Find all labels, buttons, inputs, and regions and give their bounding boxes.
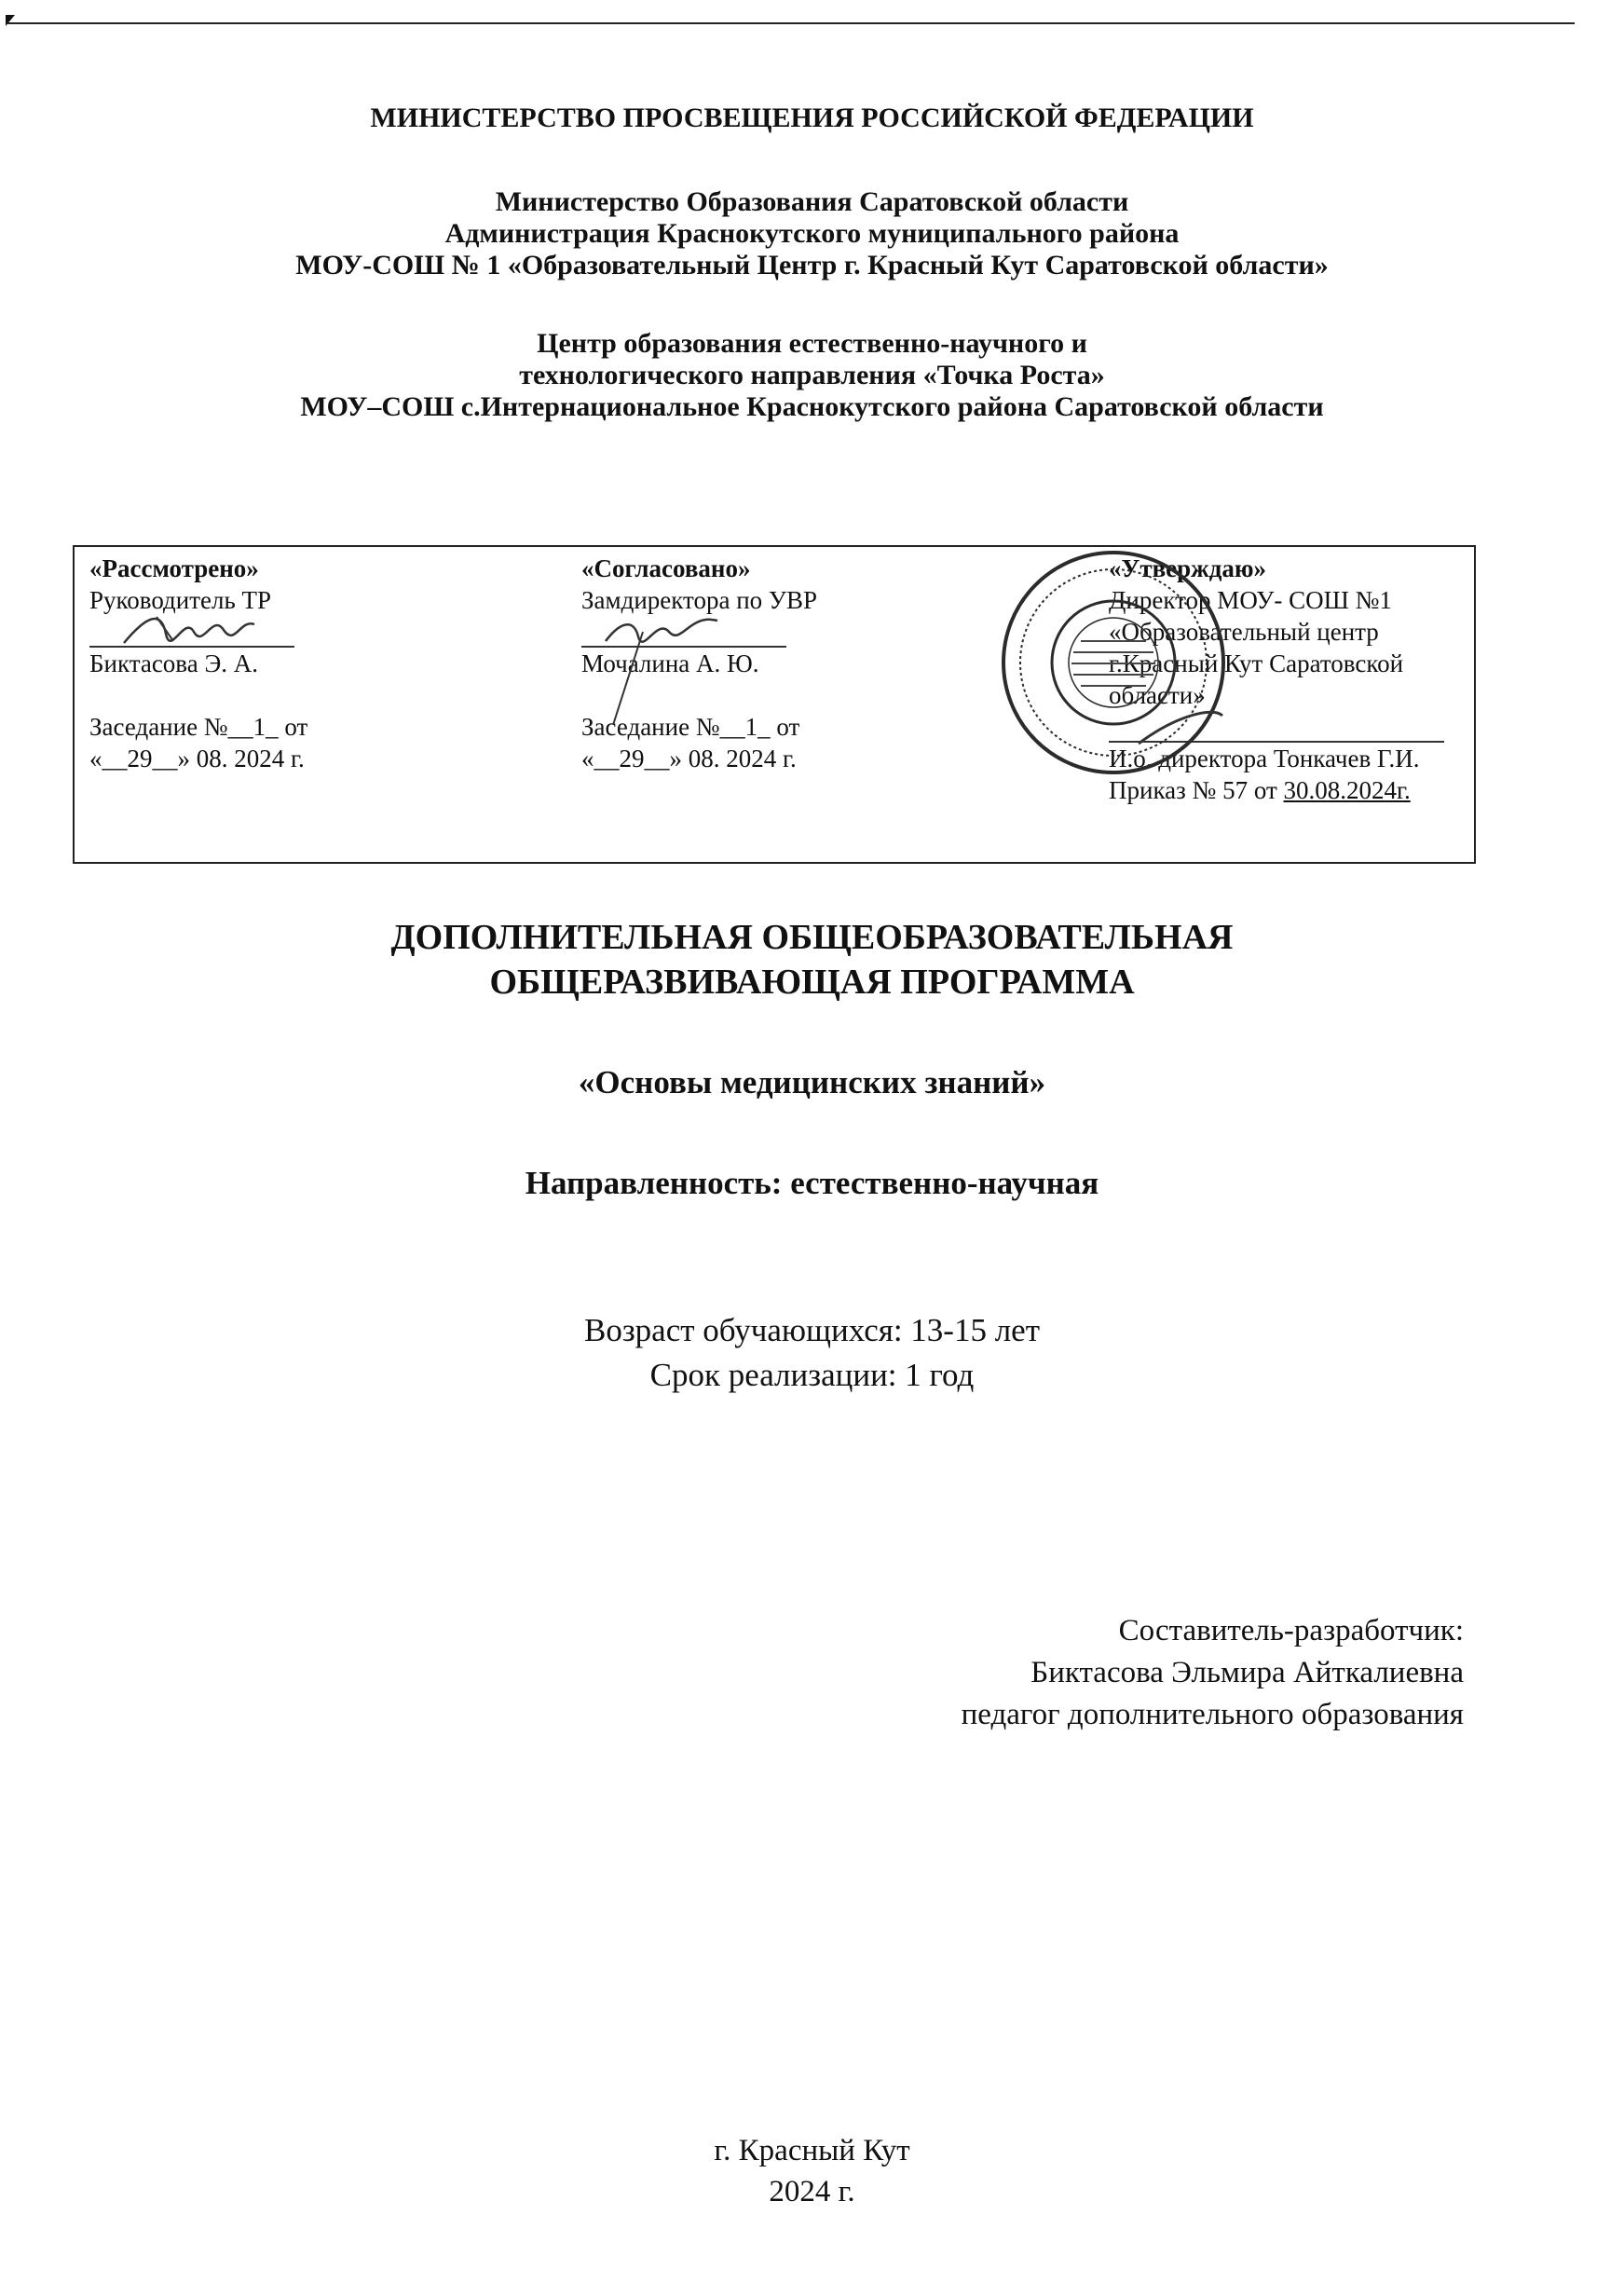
author-label: Составитель-разработчик: <box>1118 1614 1464 1647</box>
student-age: Возраст обучающихся: 13-15 лет <box>583 1312 1041 1348</box>
author-block <box>962 1610 1464 1736</box>
regional-line: Министерство Образования Саратовской области <box>495 186 1129 217</box>
regional-line: Администрация Краснокутского муниципального района <box>444 218 1180 249</box>
duration: Срок реализации: 1 год <box>649 1357 975 1393</box>
footer <box>0 2130 1624 2212</box>
reviewed-name: Биктасова Э. А. <box>89 649 259 677</box>
reviewed-position: Руководитель ТР <box>89 586 272 614</box>
agreed-position: Замдиректора по УВР <box>581 586 818 614</box>
approved-line3: г.Красный Кут Саратовской области» <box>1109 649 1404 709</box>
approved-line2: «Образовательный центр <box>1109 618 1379 646</box>
reviewed-meeting: Заседание №__1_ от <box>89 713 308 741</box>
education-center <box>0 328 1624 423</box>
program-title-line2: ОБЩЕРАЗВИВАЮЩАЯ ПРОГРАММА <box>489 963 1135 1002</box>
program-focus: Направленность: естественно-научная <box>525 1165 1099 1201</box>
center-line: Центр образования естественно-научного и <box>537 328 1087 359</box>
approval-box <box>73 545 1476 864</box>
approved-line1: Директор МОУ- СОШ №1 <box>1109 586 1392 614</box>
approved-signer: И.о. директора Тонкачев Г.И. <box>1109 745 1420 772</box>
agreed-signature-scribble <box>596 604 736 734</box>
agreed-date: «__29__» 08. 2024 г. <box>581 745 797 772</box>
regional-authorities <box>0 186 1624 281</box>
approved-order-date: 30.08.2024г. <box>1283 776 1411 804</box>
author-name: Биктасова Эльмира Айткалиевна <box>1030 1656 1464 1689</box>
agreed-name: Мочалина А. Ю. <box>581 649 759 677</box>
top-rule <box>7 22 1575 24</box>
scan-corner-mark <box>6 15 15 26</box>
ministry-heading: МИНИСТЕРСТВО ПРОСВЕЩЕНИЯ РОССИЙСКОЙ ФЕДЕРАЦИИ <box>370 103 1254 133</box>
program-name: «Основы медицинских знаний» <box>578 1064 1046 1100</box>
reviewed-signature-scribble <box>119 606 259 649</box>
reviewed-date: «__29__» 08. 2024 г. <box>89 745 305 772</box>
footer-city: г. Красный Кут <box>714 2134 910 2167</box>
round-seal-icon <box>999 548 1228 777</box>
reviewed-column <box>89 553 444 774</box>
agreed-title: «Согласовано» <box>581 554 751 582</box>
center-line: МОУ–СОШ с.Интернациональное Краснокутского района Саратовской области <box>300 391 1324 422</box>
program-title <box>0 915 1624 1005</box>
approved-order <box>1109 774 1481 806</box>
footer-year: 2024 г. <box>769 2175 855 2208</box>
regional-line: МОУ-СОШ № 1 «Образовательный Центр г. Красный Кут Саратовской области» <box>295 250 1329 280</box>
center-line: технологического направления «Точка Роста» <box>519 360 1105 390</box>
program-title-line1: ДОПОЛНИТЕЛЬНАЯ ОБЩЕОБРАЗОВАТЕЛЬНАЯ <box>390 918 1234 957</box>
approved-title: «Утверждаю» <box>1109 554 1267 582</box>
approved-order-prefix: Приказ № 57 от <box>1109 776 1284 804</box>
reviewed-title: «Рассмотрено» <box>89 554 259 582</box>
program-meta <box>0 1308 1624 1398</box>
author-role: педагог дополнительного образования <box>961 1698 1464 1731</box>
agreed-meeting: Заседание №__1_ от <box>581 713 800 741</box>
